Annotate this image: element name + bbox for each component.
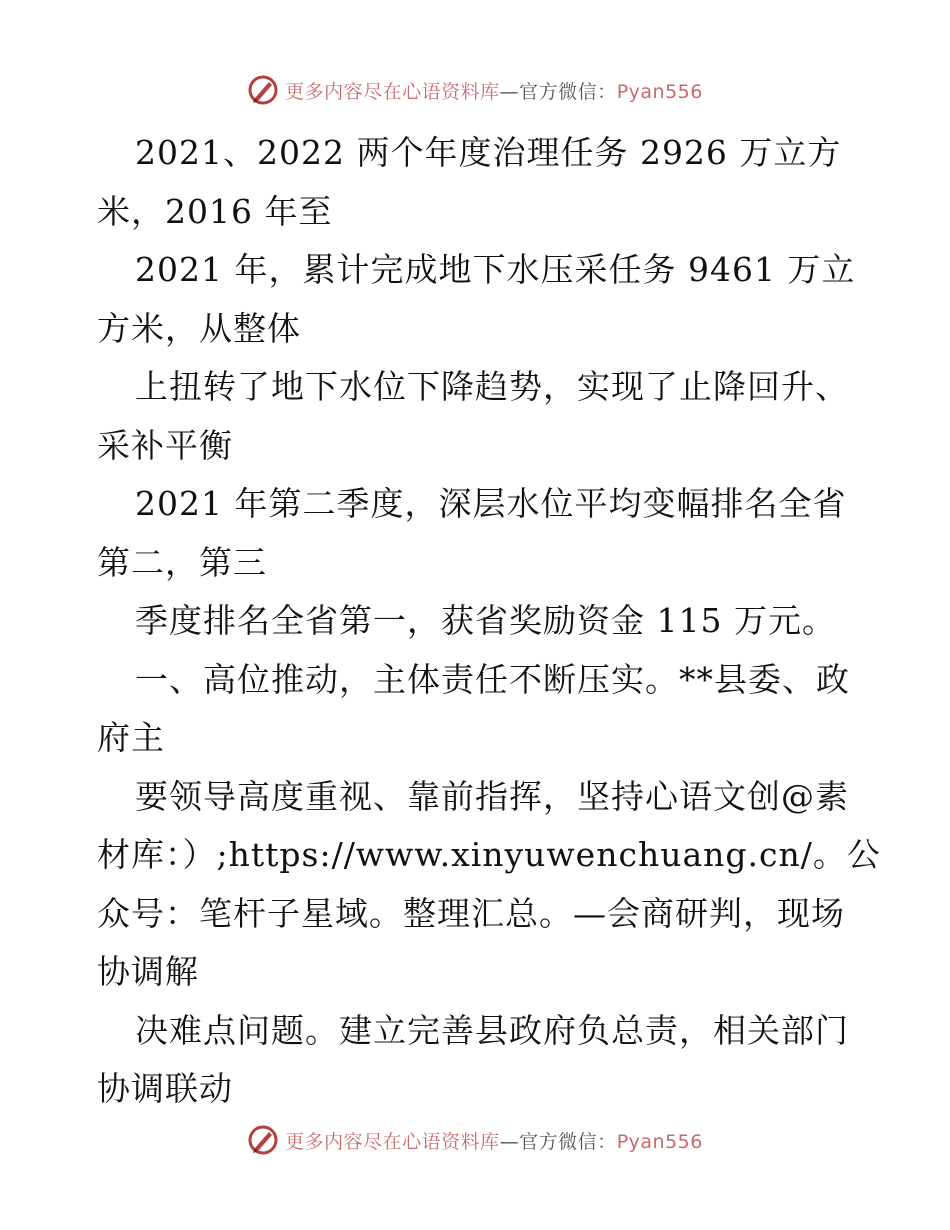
body-line: 米，2016 年至 [97, 191, 333, 231]
body-line: 第二，第三 [97, 542, 267, 582]
body-line: 2021 年第二季度，深层水位平均变幅排名全省 [135, 484, 847, 523]
body-line: 2021 年，累计完成地下水压采任务 9461 万立 [135, 250, 856, 289]
banner-separator: — [499, 80, 520, 103]
body-line: 季度排名全省第一，获省奖励资金 115 万元。 [135, 601, 836, 640]
pen-logo-icon [247, 1124, 279, 1156]
body-line: 府主 [97, 718, 165, 757]
banner-wechat-account: Pyan556 [616, 1130, 703, 1153]
body-line: 要领导高度重视、靠前指挥，坚持心语文创@素 [135, 776, 849, 816]
banner-separator: — [499, 1130, 520, 1153]
banner-wechat-account: Pyan556 [616, 80, 703, 103]
body-line: 材库：）;https://www.xinyuwenchuang.cn/。公 [97, 835, 881, 874]
body-line: 上扭转了地下水位下降趋势，实现了止降回升、 [135, 367, 849, 406]
banner-slogan: 更多内容尽在心语资料库 [285, 80, 500, 103]
header-banner [0, 70, 950, 110]
body-line: 协调解 [97, 952, 199, 991]
pen-logo-icon [247, 74, 279, 106]
document-body [97, 124, 881, 1119]
body-line: 采补平衡 [97, 425, 233, 465]
footer-banner [0, 1120, 950, 1160]
body-line: 众号：笔杆子星域。整理汇总。—会商研判，现场 [97, 893, 845, 933]
body-line: 2021、2022 两个年度治理任务 2926 万立方 [135, 133, 842, 172]
banner-wechat-label: 官方微信： [519, 80, 617, 103]
banner-wechat-label: 官方微信： [519, 1130, 617, 1153]
body-line: 一、高位推动，主体责任不断压实。**县委、政 [135, 659, 850, 699]
body-line: 协调联动 [97, 1069, 233, 1108]
body-line: 决难点问题。建立完善县政府负总责，相关部门 [135, 1010, 849, 1050]
banner-slogan: 更多内容尽在心语资料库 [285, 1130, 500, 1153]
body-line: 方米，从整体 [97, 308, 301, 348]
